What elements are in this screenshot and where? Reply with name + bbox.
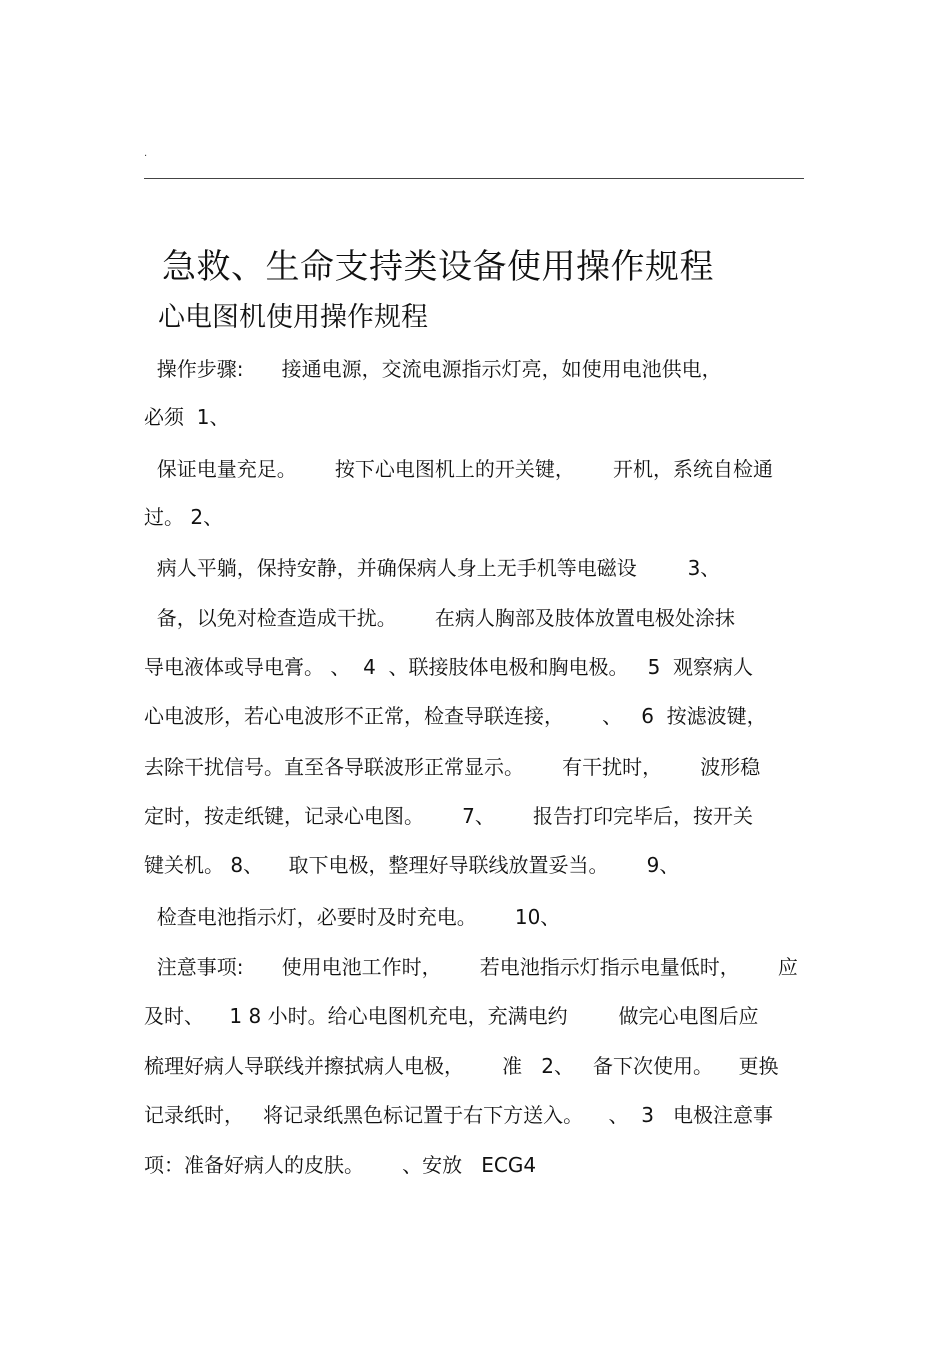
header-mark: . [144,148,148,159]
body-line: 去除干扰信号。直至各导联波形正常显示。 有干扰时， 波形稳 [144,755,761,779]
body-line: 定时，按走纸键，记录心电图。 7、 报告打印完毕后，按开关 [144,804,754,828]
body-line: 键关机。 8、 取下电极，整理好导联线放置妥当。 9、 [144,853,680,877]
body-line: 备，以免对检查造成干扰。 在病人胸部及肢体放置电极处涂抹 [144,606,735,630]
body-line: 心电波形，若心电波形不正常，检查导联连接， 、 6 按滤波键， [144,704,767,728]
body-line: 项：准备好病人的皮肤。 、安放 ECG4 [144,1153,537,1177]
body-line: 梳理好病人导联线并擦拭病人电极， 准 2、 备下次使用。 更换 [144,1054,779,1078]
body-line: 过。 2、 [144,505,224,529]
body-line: 注意事项: 使用电池工作时， 若电池指示灯指示电量低时， 应 [144,955,798,979]
body-line: 操作步骤: 接通电源，交流电源指示灯亮，如使用电池供电， [144,357,722,381]
body-line: 及时、 1 8 小时。给心电图机充电，充满电约 做完心电图后应 [144,1004,759,1028]
body-line: 保证电量充足。 按下心电图机上的开关键， 开机，系统自检通 [144,457,774,481]
body-line: 记录纸时， 将记录纸黑色标记置于右下方送入。 、 3 电极注意事 [144,1103,774,1127]
document-subtitle: 心电图机使用操作规程 [158,302,428,333]
body-line: 病人平躺，保持安静，并确保病人身上无手机等电磁设 3、 [144,556,721,580]
body-line: 导电液体或导电膏。 、 4 、联接肢体电极和胸电极。 5 观察病人 [144,655,754,679]
body-line: 必须 1、 [144,405,230,429]
document-title: 急救、生命支持类设备使用操作规程 [162,247,714,287]
header-divider [144,178,804,179]
body-line: 检查电池指示灯，必要时及时充电。 10、 [144,905,561,929]
